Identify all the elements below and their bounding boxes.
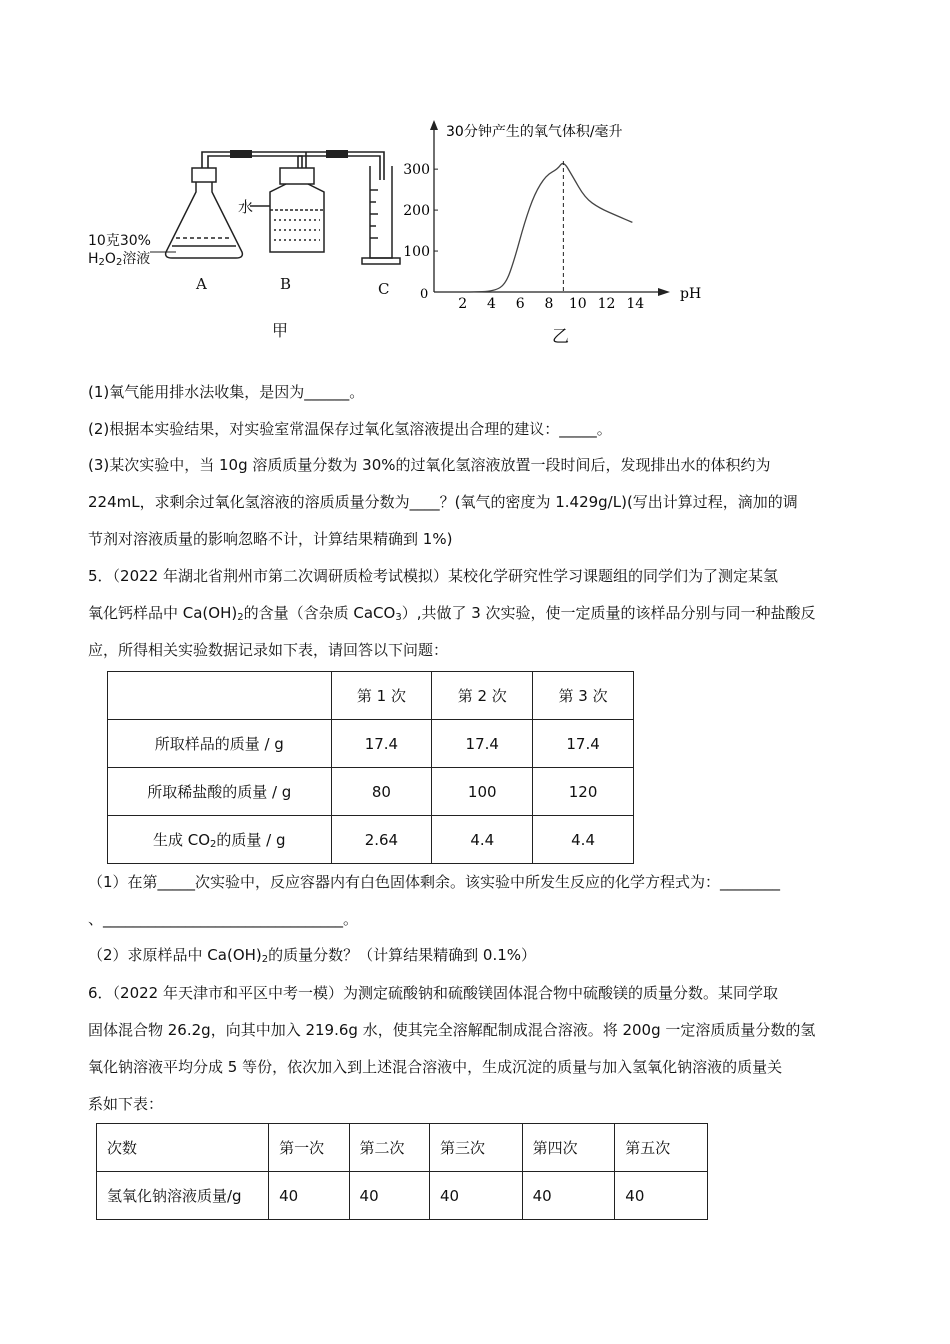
table-row [108,672,634,720]
q6-line1: 6．（2022 年天津市和平区中考一模）为测定硫酸钠和硫酸镁固体混合物中硫酸镁的质量分数。某同学取 [88,984,778,1002]
q4-sub3-line1: (3)某次实验中，当 10g 溶质质量分数为 30%的过氧化氢溶液放置一段时间后，发现排出水的体积约为 [88,456,771,474]
q4-sub3-line3: 节剂对溶液质量的影响忽略不计，计算结果精确到 1%) [88,530,453,548]
q5-line2: 氧化钙样品中 $Ca(OH)_2$的含量（含杂质 CaCO$_3$）,共做了 3 次实验，使一定质量的该样品分别与同一种盐酸反 [88,604,816,623]
table-cell: 生成 $CO_2$的质量 / g [108,816,332,864]
solution-label: 10克30% $H_2O_2$溶液 [88,233,151,268]
x-axis-arrow [658,288,670,296]
table-header: 第 1 次 [331,672,432,720]
q4-sub3-line2: 224mL，求剩余过氧化氢溶液的溶质质量分数为____？(氧气的密度为 1.429g/L)(写出计算过程，滴加的调 [88,493,798,511]
oxygen-ph-chart [400,112,720,312]
table-header: 第 2 次 [432,672,533,720]
q5-line1: 5．（2022 年湖北省荆州市第二次调研质检考试模拟）某校化学研究性学习课题组的同学们为了测定某氢 [88,567,778,585]
table-header: 次数 [97,1124,269,1172]
table-header: 第四次 [522,1124,615,1172]
q6-line4: 系如下表： [88,1095,164,1113]
table-header: 第一次 [269,1124,349,1172]
q5-sub1-line1: （1）在第_____次实验中，反应容器内有白色固体剩余。该实验中所发生反应的化学方程式为：________ [88,873,781,891]
q6-line2: 固体混合物 26.2g，向其中加入 219.6g 水，使其完全溶解配制成混合溶液。将 200g 一定溶质质量分数的氢 [88,1021,816,1039]
x-tick-label: 14 [626,296,645,312]
q6-line3: 氧化钠溶液平均分成 5 等份，依次加入到上述混合溶液中，生成沉淀的质量与加入氢氧化钠溶液的质量关 [88,1058,783,1076]
x-axis-label: pH [680,286,702,302]
q4-sub1: (1)氧气能用排水法收集，是因为______。 [88,383,365,401]
table-cell: 40 [269,1172,349,1220]
x-tick-label: 4 [487,296,496,312]
table-cell: 40 [615,1172,708,1220]
y-tick-label: 300 [403,162,430,179]
table-cell: 40 [349,1172,429,1220]
table-row [97,1124,708,1172]
table-header: 第二次 [349,1124,429,1172]
table-row [108,816,634,864]
label-a: A [196,275,207,293]
x-tick-label: 2 [458,296,468,312]
q4-sub2: (2)根据本实验结果，对实验室常温保存过氧化氢溶液提出合理的建议：_____。 [88,420,612,438]
table-cell: 40 [429,1172,522,1220]
table-row [108,768,634,816]
table-cell: 17.4 [432,720,533,768]
table-row [97,1172,708,1220]
conical-flask-a [166,168,243,258]
table-row [108,720,634,768]
table-cell: 4.4 [533,816,634,864]
figure-caption-yi: 乙 [552,327,569,347]
chart-title: 30分钟产生的氧气体积/毫升 [446,124,623,140]
x-tick-label: 10 [568,296,587,312]
table-cell: 所取稀盐酸的质量 / g [108,768,332,816]
oxygen-curve [470,164,632,292]
figure-caption-jia: 甲 [272,321,289,340]
rubber-joint-1 [230,150,252,158]
table-cell: 40 [522,1172,615,1220]
q5-line3: 应，所得相关实验数据记录如下表，请回答以下问题： [88,641,449,659]
label-b: B [280,275,292,293]
table-cell: 4.4 [432,816,533,864]
table-cell [108,672,332,720]
y-axis-arrow [430,120,438,130]
q5-sub1-line2: 、________________________________。 [88,910,359,928]
x-tick-label: 8 [544,296,554,312]
table-header: 第三次 [429,1124,522,1172]
q6-data-table [96,1123,708,1220]
table-cell: 17.4 [331,720,432,768]
table-cell: 17.4 [533,720,634,768]
table-cell: 所取样品的质量 / g [108,720,332,768]
water-label: 水 [238,198,254,216]
graduated-cylinder-c [362,166,400,264]
table-cell: 2.64 [331,816,432,864]
y-tick-label: 200 [403,203,430,220]
table-cell: 120 [533,768,634,816]
origin-label: 0 [420,287,429,302]
rubber-joint-2 [326,150,348,158]
x-tick-label: 12 [597,296,616,312]
table-header: 第五次 [615,1124,708,1172]
table-cell: 氢氧化钠溶液质量/g [97,1172,269,1220]
table-cell: 80 [331,768,432,816]
table-cell: 100 [432,768,533,816]
q5-data-table [107,671,634,864]
table-header: 第 3 次 [533,672,634,720]
q5-sub2: （2）求原样品中 $Ca(OH)_2$的质量分数？（计算结果精确到 0.1%） [88,946,537,965]
y-tick-label: 100 [403,244,430,261]
gas-bottle-b [250,168,324,252]
label-c: C [378,280,390,298]
x-tick-label: 6 [515,296,525,312]
